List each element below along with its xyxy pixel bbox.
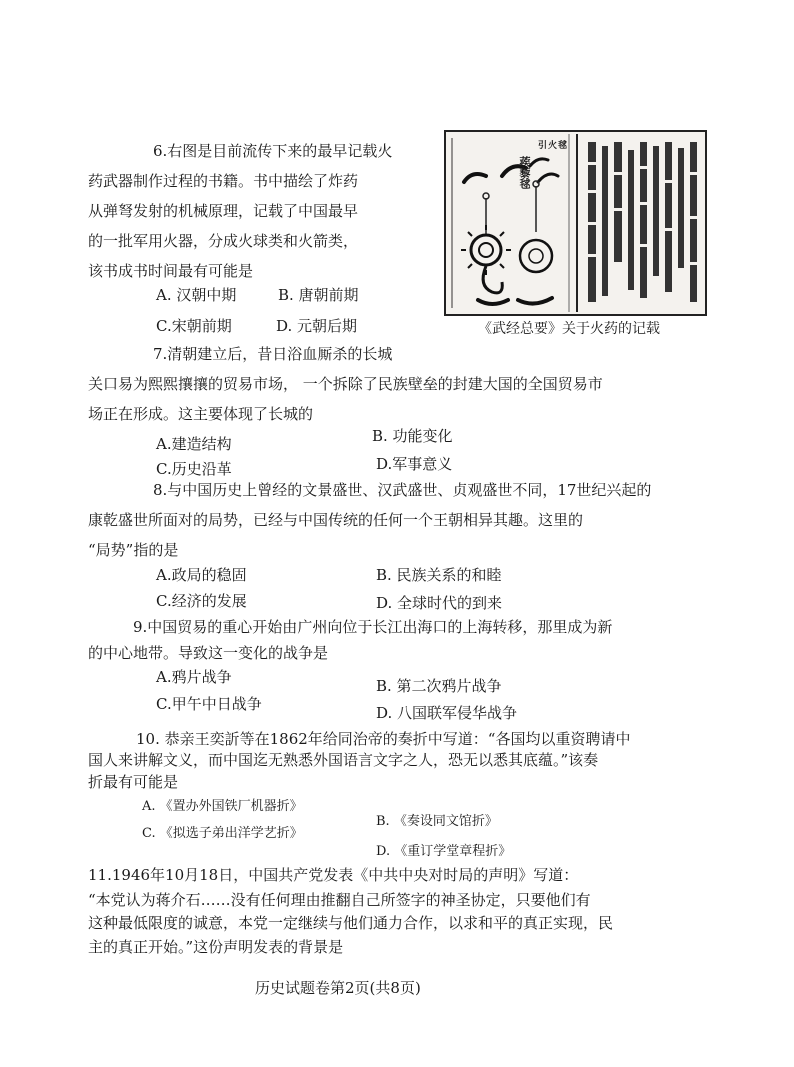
q6-line-4: 的一批军用火器，分成火球类和火箭类， — [88, 232, 359, 250]
q6-line-2: 药武器制作过程的书籍。书中描绘了炸药 — [88, 172, 359, 190]
q10-option-b: B. 《奏设同文馆折》 — [376, 814, 498, 829]
q10-line-3: 折最有可能是 — [88, 773, 179, 791]
page-footer: 历史试题卷第2页(共8页) — [255, 979, 421, 997]
q9-option-d: D. 八国联军侵华战争 — [376, 704, 518, 722]
q9-option-c: C.甲午中日战争 — [156, 695, 262, 713]
q9-option-a: A.鸦片战争 — [156, 668, 232, 686]
q10-option-a: A. 《置办外国铁厂机器折》 — [142, 799, 303, 814]
q6-option-d: D. 元朝后期 — [276, 317, 358, 335]
q6-option-a: A. 汉朝中期 — [156, 286, 237, 304]
q6-line-5: 该书成书时间最有可能是 — [88, 262, 254, 280]
q11-line-1: 11.1946年10月18日，中国共产党发表《中共中央对时局的声明》写道： — [88, 866, 579, 884]
q9-line-1: 9.中国贸易的重心开始由广州向位于长江出海口的上海转移，那里成为新 — [133, 618, 613, 636]
q11-line-2: “本党认为蒋介石……没有任何理由推翻自己所签字的神圣协定，只要他们有 — [88, 891, 591, 909]
gunpowder-weapon-drawing — [446, 132, 705, 314]
q8-option-a: A.政局的稳固 — [156, 566, 247, 584]
q11-line-3: 这种最低限度的诚意，本党一定继续与他们通力合作，以求和平的真正实现，民 — [88, 914, 614, 932]
q6-line-3: 从弹弩发射的机械原理，记载了中国最早 — [88, 202, 359, 220]
q8-line-3: “局势”指的是 — [88, 541, 179, 559]
q6-line-1: 6.右图是目前流传下来的最早记载火 — [153, 142, 393, 160]
q8-option-b: B. 民族关系的和睦 — [376, 566, 502, 584]
q9-option-b: B. 第二次鸦片战争 — [376, 677, 502, 695]
q9-line-2: 的中心地带。导致这一变化的战争是 — [88, 644, 329, 662]
book-illustration — [444, 130, 707, 316]
figure-caption: 《武经总要》关于火药的记载 — [478, 321, 660, 337]
q7-line-1: 7.清朝建立后，昔日浴血厮杀的长城 — [153, 345, 393, 363]
q7-option-c: C.历史沿革 — [156, 460, 232, 478]
q7-line-2: 关口易为熙熙攘攘的贸易市场， 一个拆除了民族壁垒的封建大国的全国贸易市 — [88, 375, 603, 393]
q7-option-d: D.军事意义 — [376, 455, 453, 473]
q7-line-3: 场正在形成。这主要体现了长城的 — [88, 405, 314, 423]
q7-option-b: B. 功能变化 — [372, 427, 453, 445]
q8-line-1: 8.与中国历史上曾经的文景盛世、汉武盛世、贞观盛世不同，17世纪兴起的 — [153, 481, 652, 499]
q6-option-c: C.宋朝前期 — [156, 317, 232, 335]
figure-label-text: 蒺藜毬 — [518, 156, 531, 189]
q8-option-c: C.经济的发展 — [156, 592, 247, 610]
q11-line-4: 主的真正开始。”这份声明发表的背景是 — [88, 938, 344, 956]
q8-option-d: D. 全球时代的到来 — [376, 594, 503, 612]
q6-option-b: B. 唐朝前期 — [278, 286, 359, 304]
q10-line-1: 10. 恭亲王奕訢等在1862年给同治帝的奏折中写道：“各国均以重资聘请中 — [136, 730, 631, 748]
q10-option-c: C. 《拟选子弟出洋学艺折》 — [142, 826, 303, 841]
q10-option-d: D. 《重订学堂章程折》 — [376, 844, 512, 859]
q7-option-a: A.建造结构 — [156, 435, 232, 453]
q8-line-2: 康乾盛世所面对的局势，已经与中国传统的任何一个王朝相异其趣。这里的 — [88, 511, 584, 529]
q10-line-2: 国人来讲解文义，而中国迄无熟悉外国语言文字之人，恐无以悉其底蕴。”该奏 — [88, 751, 599, 769]
figure-seal-text: 引火毬 — [538, 141, 569, 151]
